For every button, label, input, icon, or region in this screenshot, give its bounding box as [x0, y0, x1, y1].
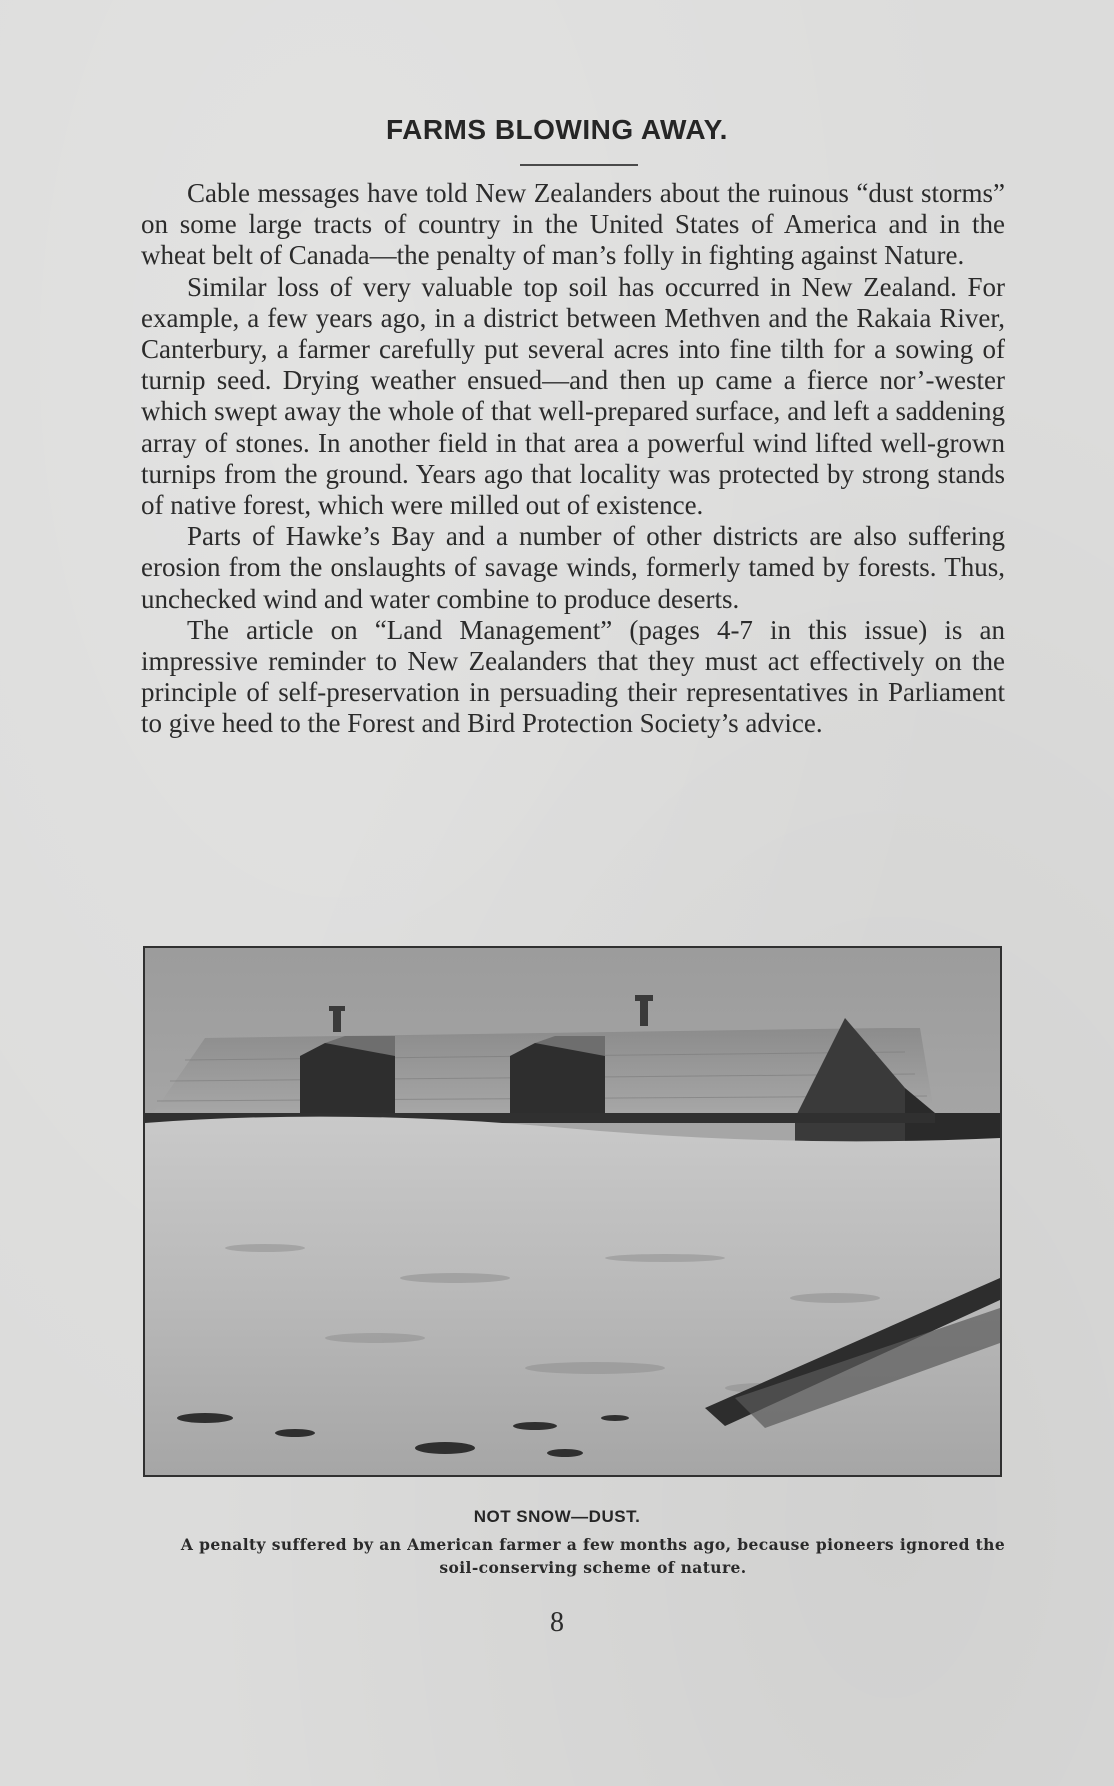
article-title: FARMS BLOWING AWAY.	[386, 114, 728, 145]
figure-caption-title: NOT SNOW—DUST.	[473, 1507, 641, 1526]
figure-caption-text: A penalty suffered by an American farmer a few months ago, because pioneers ignored the soil-conserving scheme of nature.	[180, 1535, 1006, 1577]
article-paragraph-3: Parts of Hawke’s Bay and a number of other districts are also suffering erosion from the onslaughts of savage winds, formerly tamed by forests. Thus, unchecked wind and water combine to produce deserts.	[141, 521, 1005, 614]
article-body	[141, 178, 1005, 740]
dust-buried-barn-photo	[143, 946, 1002, 1477]
article-paragraph-4: The article on “Land Management” (pages 4-7 in this issue) is an impressive reminder to New Zealanders that they must act effectively on the principle of self-preservation in persuading their representatives in Parliament to give heed to the Forest and Bird Protection Society’s advice.	[141, 614, 1005, 739]
title-underline-rule	[520, 164, 638, 166]
article-paragraph-2: Similar loss of very valuable top soil has occurred in New Zealand. For example, a few years ago, in a district between Methven and the Rakaia River, Canterbury, a farmer carefully put several acres into fine tilth for a sowing of turnip seed. Drying weather ensued—and then up came a fierce nor’-wester which swept away the whole of that well-prepared surface, and left a saddening array of stones. In another field in that area a powerful wind lifted well-grown turnips from the ground. Years ago that locality was protected by strong stands of native forest, which were milled out of existence.	[141, 271, 1005, 521]
photo-illustration	[145, 948, 1000, 1475]
article-paragraph-1: Cable messages have told New Zealanders about the ruinous “dust storms” on some large tracts of country in the United States of America and in the wheat belt of Canada—the penalty of man’s folly in fighting against Nature.	[141, 178, 1005, 271]
page-number: 8	[550, 1607, 564, 1638]
